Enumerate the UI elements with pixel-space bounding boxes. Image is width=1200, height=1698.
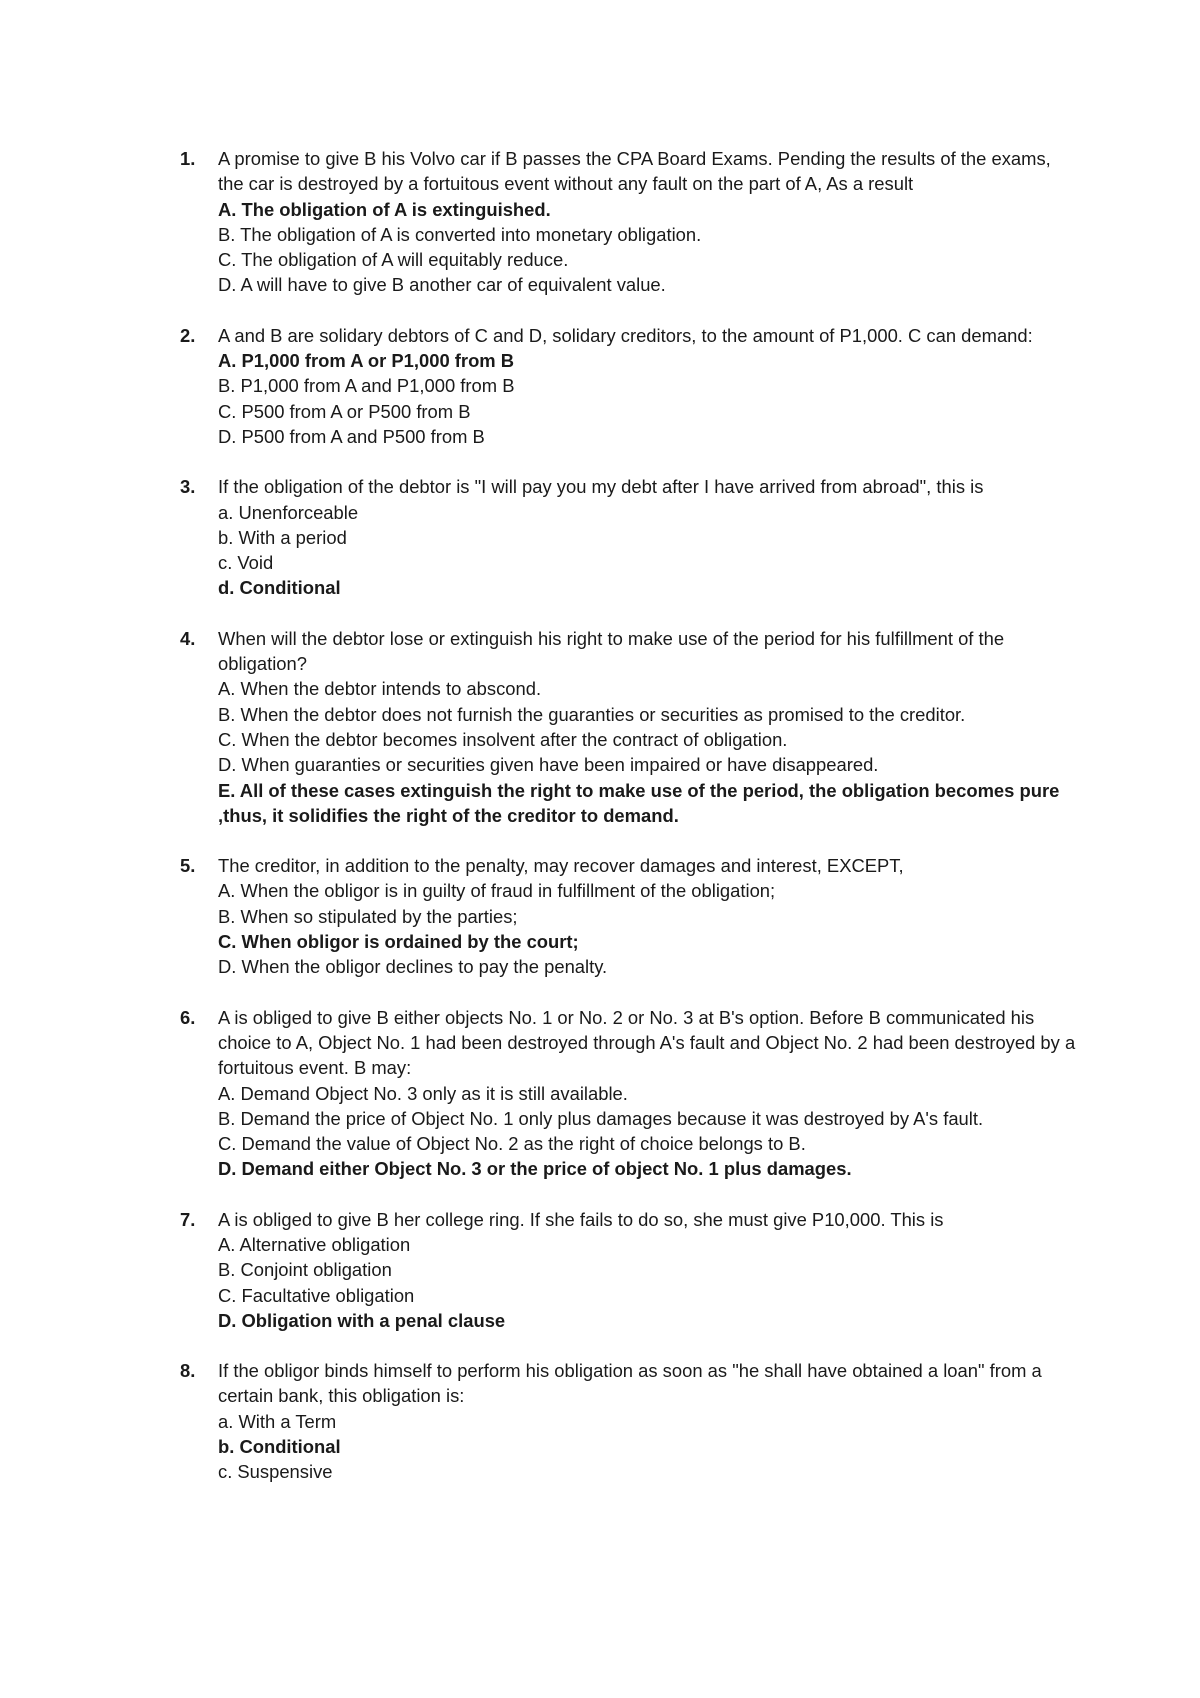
answer-option: C. Demand the value of Object No. 2 as the right of choice belongs to B. [218,1133,806,1155]
question-text: If the obligor binds himself to perform his obligation as soon as "he shall have obtained a loan" from a certain bank, this obligation is: [218,1360,1042,1407]
question-item [178,1358,1078,1484]
question-text: A is obliged to give B her college ring. If she fails to do so, she must give P10,000. This is [218,1208,944,1230]
answer-option: b. With a period [218,526,347,548]
answer-option: C. When the debtor becomes insolvent after the contract of obligation. [218,728,788,750]
question-number: 7. [180,1208,196,1230]
answer-option: A. When the debtor intends to abscond. [218,678,542,700]
question-number: 2. [180,324,196,346]
answer-option-correct: C. When obligor is ordained by the court; [218,931,579,953]
answer-options [218,1409,1078,1485]
question-item [178,474,1078,600]
question-text: The creditor, in addition to the penalty, may recover damages and interest, EXCEPT, [218,855,904,877]
answer-options [218,1232,1078,1333]
answer-option: A. Alternative obligation [218,1233,411,1255]
question-number: 3. [180,476,196,498]
answer-option-correct: A. P1,000 from A or P1,000 from B [218,350,515,372]
answer-options [218,500,1078,601]
answer-option: D. When guaranties or securities given have been impaired or have disappeared. [218,754,879,776]
answer-option: B. When the debtor does not furnish the guaranties or securities as promised to the creditor. [218,703,966,725]
answer-option-correct: D. Obligation with a penal clause [218,1309,506,1331]
question-number: 4. [180,627,196,649]
answer-option: C. The obligation of A will equitably reduce. [218,249,569,271]
question-item [178,853,1078,979]
answer-option: D. P500 from A and P500 from B [218,425,485,447]
answer-option: D. When the obligor declines to pay the penalty. [218,956,608,978]
answer-options [218,197,1078,298]
question-list [178,146,1078,1510]
question-number: 1. [180,148,196,169]
answer-option: A. Demand Object No. 3 only as it is still available. [218,1082,628,1104]
answer-option: C. P500 from A or P500 from B [218,400,471,422]
answer-option: D. A will have to give B another car of equivalent value. [218,274,666,296]
answer-option: a. Unenforceable [218,501,359,523]
answer-option: B. Demand the price of Object No. 1 only plus damages because it was destroyed by A's fault. [218,1107,984,1129]
answer-option-correct: b. Conditional [218,1436,341,1458]
answer-option-correct: D. Demand either Object No. 3 or the price of object No. 1 plus damages. [218,1158,852,1180]
question-text: A promise to give B his Volvo car if B passes the CPA Board Exams. Pending the results of the exams, the car is destroyed by a fortuitous event without any fault on the part of A, As a result [218,148,1051,195]
answer-option: A. When the obligor is in guilty of fraud in fulfillment of the obligation; [218,880,776,902]
answer-option-correct: A. The obligation of A is extinguished. [218,198,551,220]
question-text: If the obligation of the debtor is "I will pay you my debt after I have arrived from abroad", this is [218,476,984,498]
answer-option: C. Facultative obligation [218,1284,415,1306]
answer-option: B. When so stipulated by the parties; [218,905,518,927]
question-text: A is obliged to give B either objects No. 1 or No. 2 or No. 3 at B's option. Before B communicated his choice to A, Object No. 1 had been destroyed through A's fault and Object No. 2 had been destroyed by a fortuitous event. B may: [218,1006,1076,1079]
answer-option: B. P1,000 from A and P1,000 from B [218,375,515,397]
question-number: 8. [180,1360,196,1382]
answer-options [218,878,1078,979]
question-number: 5. [180,855,196,877]
question-text: A and B are solidary debtors of C and D, solidary creditors, to the amount of P1,000. C can demand: [218,324,1033,346]
answer-option: c. Suspensive [218,1461,333,1483]
answer-option-correct: d. Conditional [218,577,341,599]
answer-option: c. Void [218,552,274,574]
question-item [178,1207,1078,1333]
question-item [178,1005,1078,1182]
question-item [178,323,1078,449]
question-item [178,146,1078,298]
answer-option: B. The obligation of A is converted into monetary obligation. [218,223,702,245]
question-number: 6. [180,1006,196,1028]
answer-options [218,1081,1078,1182]
question-item [178,626,1078,828]
answer-options [218,676,1078,828]
answer-option-correct: E. All of these cases extinguish the right to make use of the period, the obligation becomes pure ,thus, it solidifies the right of the creditor to demand. [218,779,1060,826]
answer-option: a. With a Term [218,1410,337,1432]
answer-options [218,348,1078,449]
answer-option: B. Conjoint obligation [218,1259,392,1281]
question-text: When will the debtor lose or extinguish his right to make use of the period for his fulfillment of the obligation? [218,627,1005,675]
